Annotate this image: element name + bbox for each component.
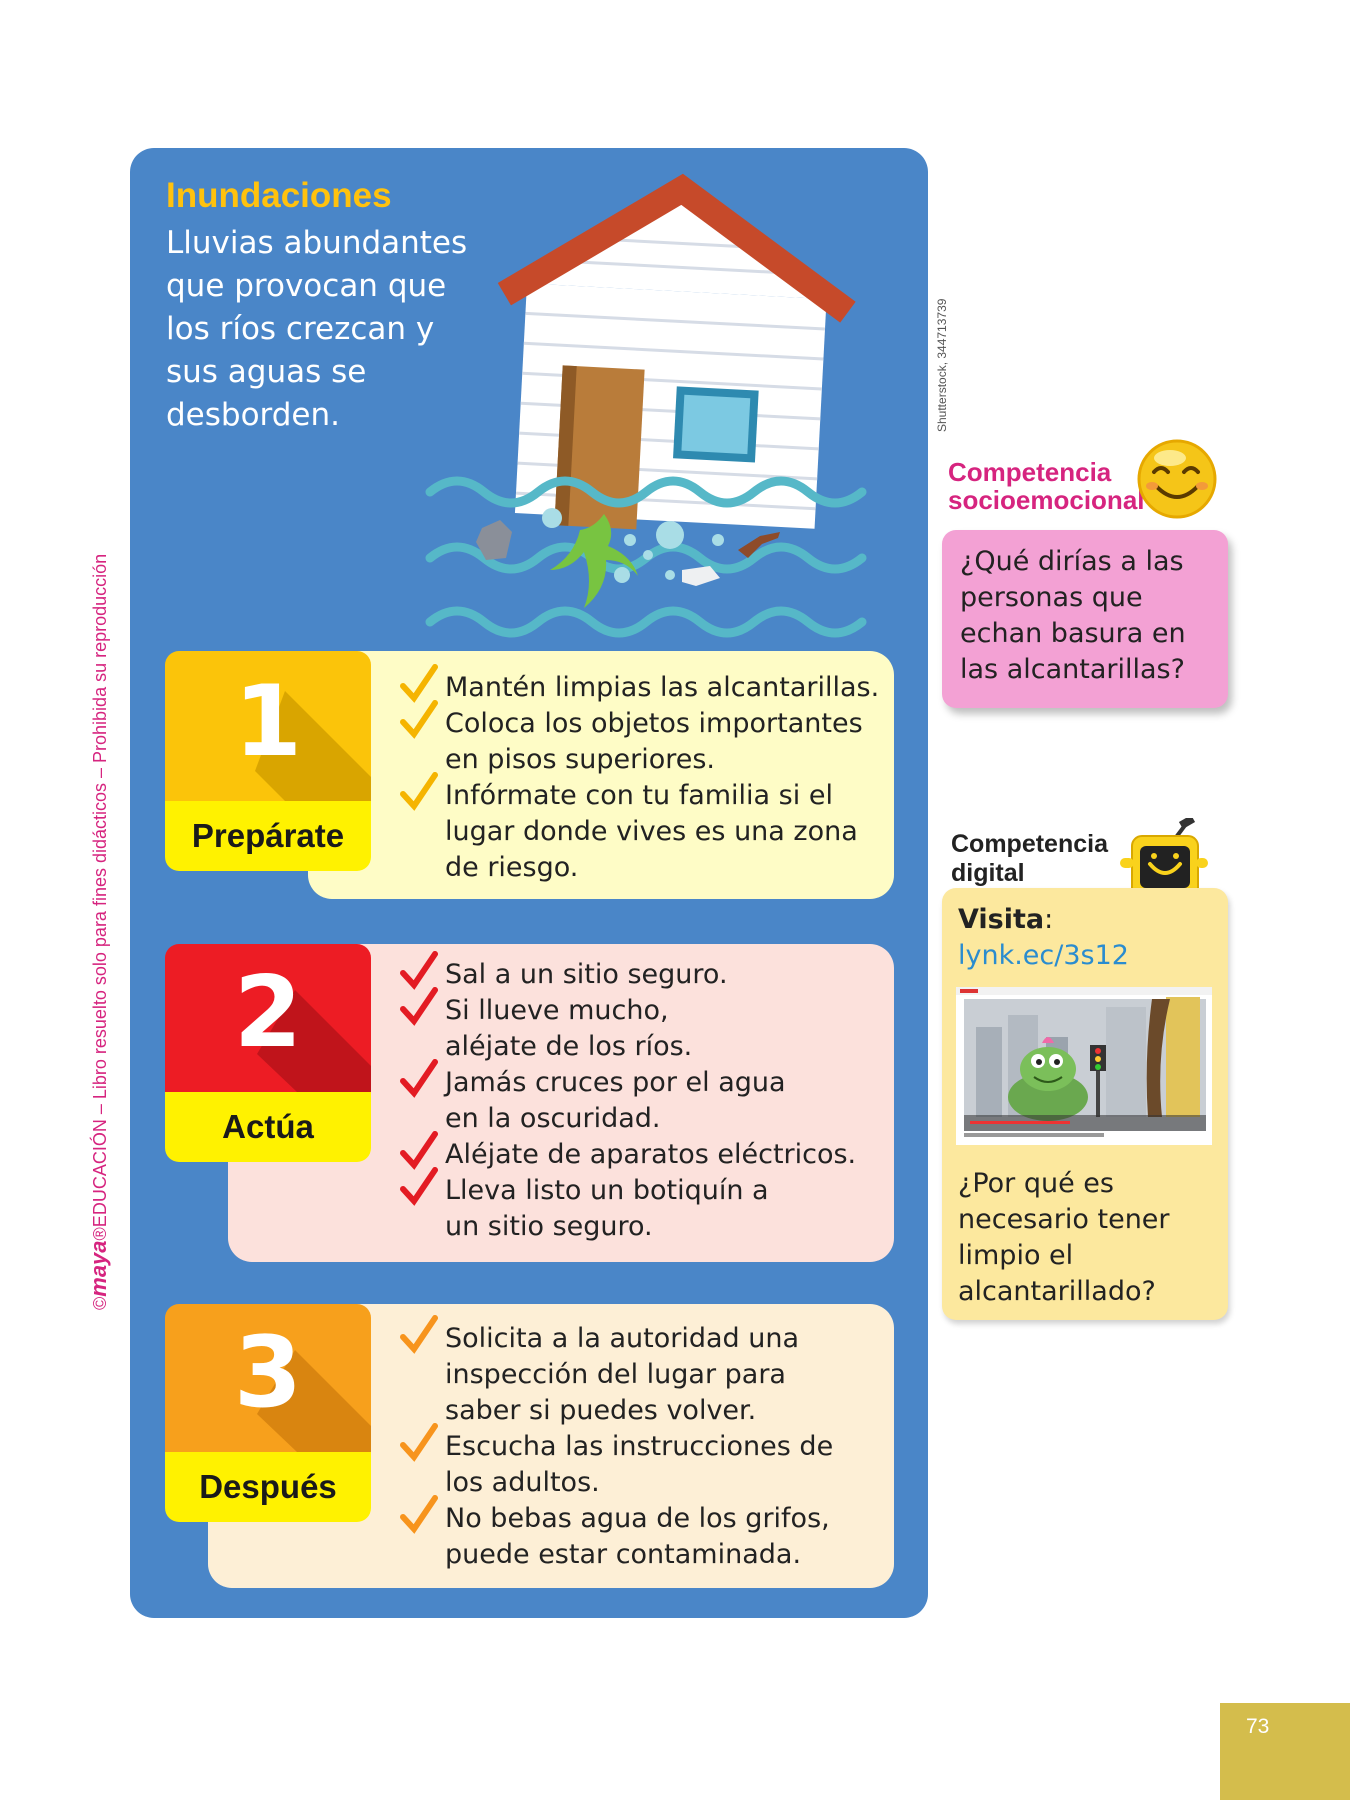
section-description: Lluvias abundantes que provocan que los ríos crezcan y sus aguas se desborden. bbox=[166, 225, 468, 433]
video-thumbnail[interactable] bbox=[956, 987, 1212, 1145]
list-item: Mantén limpias las alcantarillas. bbox=[400, 670, 900, 706]
list-item: Infórmate con tu familia si el lugar donde vives es una zona de riesgo. bbox=[400, 778, 900, 886]
step-2-number: 2 bbox=[233, 956, 303, 1070]
brand-logo-text: maya bbox=[86, 1240, 111, 1297]
side-copyright-credit: ©maya®EDUCACIÓN – Libro resuelto solo para fines didácticos – Prohibida su reproducción bbox=[86, 553, 111, 1310]
checkmark-icon bbox=[400, 700, 438, 740]
step-2-label: Actúa bbox=[222, 1108, 314, 1145]
step-3-label: Después bbox=[199, 1468, 337, 1505]
list-item: Lleva listo un botiquín a un sitio seguro. bbox=[400, 1173, 785, 1245]
section-title: Inundaciones bbox=[166, 176, 392, 215]
list-item: Aléjate de aparatos eléctricos. bbox=[400, 1137, 880, 1173]
step-2-checklist bbox=[400, 957, 880, 1245]
resource-link[interactable]: lynk.ec/3s12 bbox=[958, 940, 1129, 971]
checkmark-icon bbox=[400, 987, 438, 1027]
checkmark-icon bbox=[400, 1167, 438, 1207]
page-number: 73 bbox=[1246, 1715, 1270, 1738]
checkmark-icon bbox=[400, 1315, 438, 1355]
list-item: Solicita a la autoridad una inspección del lugar para saber si puedes volver. bbox=[400, 1321, 865, 1429]
step-2-badge bbox=[165, 944, 371, 1162]
digital-box bbox=[942, 888, 1228, 1320]
list-item: Escucha las instrucciones de los adultos. bbox=[400, 1429, 865, 1501]
digital-question: ¿Por qué es necesario tener limpio el alcantarillado? bbox=[958, 1168, 1170, 1307]
list-item: No bebas agua de los grifos, puede estar contaminada. bbox=[400, 1501, 870, 1573]
step-3-number: 3 bbox=[233, 1316, 303, 1430]
list-item: Sal a un sitio seguro. bbox=[400, 957, 880, 993]
step-1-label: Prepárate bbox=[191, 817, 345, 854]
digital-title: Competencia digital bbox=[951, 830, 1108, 887]
step-1-checklist bbox=[400, 670, 900, 886]
checkmark-icon bbox=[400, 951, 438, 991]
visit-label: Visita: bbox=[958, 904, 1054, 935]
step-1-badge bbox=[165, 651, 371, 871]
step-3-checklist bbox=[400, 1321, 870, 1573]
smiley-face-icon bbox=[1136, 438, 1218, 520]
checkmark-icon bbox=[400, 1131, 438, 1171]
checkmark-icon bbox=[400, 1059, 438, 1099]
list-item: Si llueve mucho, aléjate de los ríos. bbox=[400, 993, 725, 1065]
socioemotional-question: ¿Qué dirías a las personas que echan basura en las alcantarillas? bbox=[960, 546, 1186, 685]
checkmark-icon bbox=[400, 1495, 438, 1535]
checkmark-icon bbox=[400, 772, 438, 812]
checkmark-icon bbox=[400, 664, 438, 704]
checkmark-icon bbox=[400, 1423, 438, 1463]
page-number-tab bbox=[1220, 1703, 1350, 1800]
step-3-badge bbox=[165, 1304, 371, 1522]
flooded-house-illustration bbox=[420, 170, 880, 640]
socioemotional-title: Competencia socioemocional bbox=[948, 457, 1145, 515]
list-item: Coloca los objetos importantes en pisos superiores. bbox=[400, 706, 900, 778]
list-item: Jamás cruces por el agua en la oscuridad. bbox=[400, 1065, 795, 1137]
photo-credit: Shutterstock, 344713739 bbox=[935, 298, 949, 432]
step-1-number: 1 bbox=[233, 665, 303, 779]
socioemotional-question-box bbox=[942, 530, 1228, 708]
